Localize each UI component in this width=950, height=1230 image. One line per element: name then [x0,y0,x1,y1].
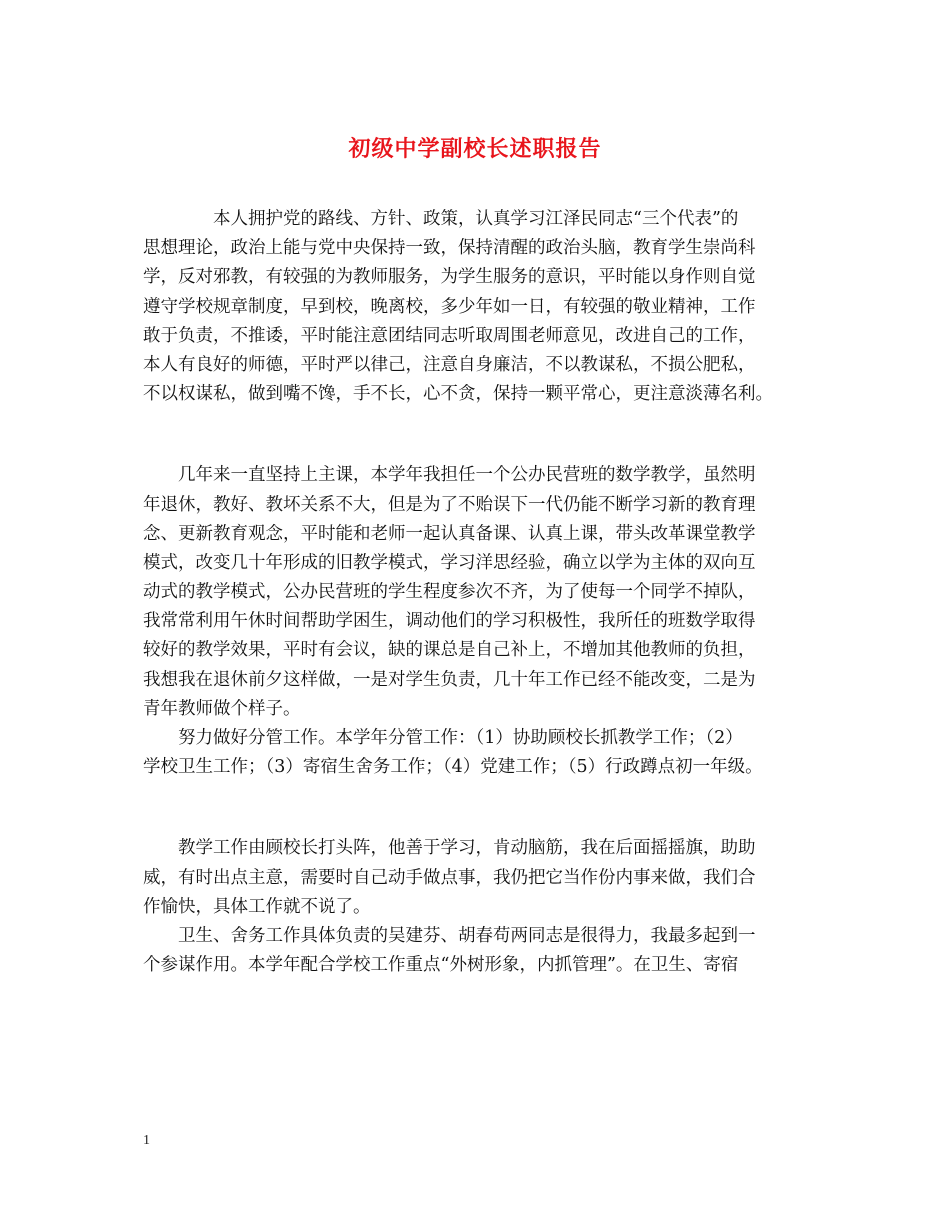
paragraph [143,724,823,782]
text-line: 个参谋作用。本学年配合学校工作重点“外树形象，内抓管理”。在卫生、寄宿 [143,955,739,976]
text-line: 念、更新教育观念，平时能和老师一起认真备课、认真上课，带头改革课堂教学 [143,523,756,544]
text-line: 遵守学校规章制度，早到校，晚离校，多少年如一日，有较强的敬业精神，工作 [143,296,756,317]
text-line: 几年来一直坚持上主课，本学年我担任一个公办民营班的数学教学，虽然明 [143,465,756,486]
text-line: 本人拥护党的路线、方针、政策，认真学习江泽民同志“三个代表”的 [143,209,739,229]
paragraph [143,461,823,724]
document-body [143,205,823,980]
text-line: 卫生、舍务工作具体负责的吴建芬、胡春苟两同志是很得力，我最多起到一 [143,925,756,946]
text-line: 动式的教学模式，公办民营班的学生程度参次不齐，为了使每一个同学不掉队， [143,582,756,603]
text-line: 不以权谋私，做到嘴不馋，手不长，心不贪，保持一颗平常心，更注意淡薄名利。 [143,384,773,405]
text-line: 学，反对邪教，有较强的为教师服务，为学生服务的意识，平时能以身作则自觉 [143,267,756,288]
paragraph [143,922,823,980]
text-line: 敢于负责，不推诿，平时能注意团结同志听取周围老师意见，改进自己的工作， [143,325,756,346]
document-title: 初级中学副校长述职报告 [348,136,602,162]
paragraph [143,834,823,922]
text-line: 我想我在退休前夕这样做，一是对学生负责，几十年工作已经不能改变，二是为 [143,669,756,690]
text-line: 青年教师做个样子。 [143,698,301,719]
text-line: 本人有良好的师德，平时严以律己，注意自身廉洁，不以教谋私，不损公肥私， [143,354,756,375]
text-line: 威，有时出点主意，需要时自己动手做点事，我仍把它当作份内事来做，我们合 [143,867,756,888]
text-line: 教学工作由顾校长打头阵，他善于学习，肯动脑筋，我在后面摇摇旗，助助 [143,838,756,859]
paragraph [143,205,823,409]
text-line: 思想理论，政治上能与党中央保持一致，保持清醒的政治头脑，教育学生崇尚科 [143,238,756,259]
text-line: 模式，改变几十年形成的旧教学模式，学习洋思经验，确立以学为主体的双向互 [143,552,756,573]
text-line: 作愉快，具体工作就不说了。 [143,896,371,917]
paragraph-gap [143,409,823,461]
text-line: 较好的教学效果，平时有会议，缺的课总是自己补上，不增加其他教师的负担， [143,640,756,661]
page-number: 1 [143,1133,150,1148]
paragraph-gap [143,782,823,834]
text-line: 学校卫生工作；（3）寄宿生舍务工作；（4）党建工作；（5）行政蹲点初一年级。 [143,757,763,778]
text-line: 我常常利用午休时间帮助学困生，调动他们的学习积极性，我所任的班数学取得 [143,611,756,632]
text-line: 年退休，教好、教坏关系不大，但是为了不贻误下一代仍能不断学习新的教育理 [143,494,756,515]
text-line: 努力做好分管工作。本学年分管工作：（1）协助顾校长抓教学工作；（2） [143,728,743,748]
